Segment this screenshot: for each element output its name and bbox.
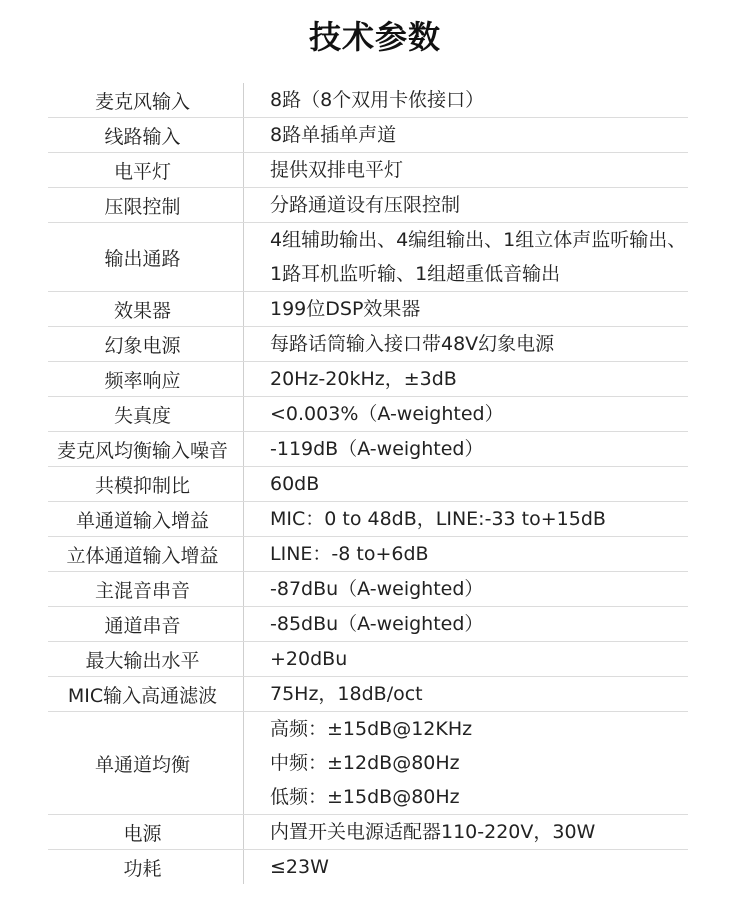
spec-values <box>244 850 688 884</box>
spec-label: 通道串音 <box>48 607 244 641</box>
spec-values <box>244 467 688 501</box>
spec-value: 内置开关电源适配器110-220V，30W <box>270 821 596 843</box>
spec-value: 20Hz-20kHz，±3dB <box>270 368 457 390</box>
spec-label: 主混音串音 <box>48 572 244 606</box>
spec-value: +20dBu <box>270 648 348 670</box>
spec-row <box>48 118 688 153</box>
spec-row <box>48 432 688 467</box>
spec-value: ≤23W <box>270 856 329 878</box>
spec-values <box>244 327 688 361</box>
spec-values <box>244 432 688 466</box>
spec-label: 电平灯 <box>48 153 244 187</box>
spec-value: 8路单插单声道 <box>270 124 397 146</box>
spec-values <box>244 642 688 676</box>
spec-values <box>244 677 688 711</box>
spec-label: 功耗 <box>48 850 244 884</box>
spec-values <box>244 572 688 606</box>
spec-value: 低频：±15dB@80Hz <box>270 786 460 808</box>
spec-row <box>48 677 688 712</box>
spec-value: 分路通道设有压限控制 <box>270 194 461 216</box>
spec-value: <0.003%（A-weighted） <box>270 403 504 425</box>
spec-label: 麦克风均衡输入噪音 <box>48 432 244 466</box>
spec-label: 输出通路 <box>48 223 244 291</box>
spec-value: 75Hz，18dB/oct <box>270 683 423 705</box>
spec-label: MIC输入高通滤波 <box>48 677 244 711</box>
spec-row <box>48 327 688 362</box>
spec-row <box>48 153 688 188</box>
spec-label: 电源 <box>48 815 244 849</box>
spec-label: 共模抑制比 <box>48 467 244 501</box>
spec-value: -119dB（A-weighted） <box>270 438 484 460</box>
spec-value: 每路话筒输入接口带48V幻象电源 <box>270 333 555 355</box>
spec-label: 立体通道输入增益 <box>48 537 244 571</box>
spec-row <box>48 362 688 397</box>
spec-values <box>244 153 688 187</box>
spec-value: 中频：±12dB@80Hz <box>270 752 460 774</box>
spec-label: 压限控制 <box>48 188 244 222</box>
spec-value: -87dBu（A-weighted） <box>270 578 484 600</box>
spec-row <box>48 572 688 607</box>
spec-row <box>48 537 688 572</box>
spec-row <box>48 642 688 677</box>
spec-row <box>48 502 688 537</box>
spec-row <box>48 607 688 642</box>
spec-value: 提供双排电平灯 <box>270 159 404 181</box>
spec-row <box>48 292 688 327</box>
spec-values <box>244 118 688 152</box>
spec-label: 效果器 <box>48 292 244 326</box>
spec-value: 1路耳机监听输、1组超重低音输出 <box>270 263 561 285</box>
spec-values <box>244 223 688 291</box>
spec-value: MIC：0 to 48dB，LINE:-33 to+15dB <box>270 508 606 530</box>
spec-label: 麦克风输入 <box>48 83 244 117</box>
spec-values <box>244 712 688 814</box>
spec-row <box>48 712 688 815</box>
spec-label: 频率响应 <box>48 362 244 396</box>
spec-values <box>244 83 688 117</box>
spec-row <box>48 83 688 118</box>
spec-row <box>48 188 688 223</box>
spec-values <box>244 815 688 849</box>
page-title: 技术参数 <box>308 18 441 56</box>
spec-values <box>244 188 688 222</box>
spec-values <box>244 362 688 396</box>
spec-value: 8路（8个双用卡侬接口） <box>270 89 485 111</box>
spec-values <box>244 397 688 431</box>
spec-label: 最大输出水平 <box>48 642 244 676</box>
spec-value: -85dBu（A-weighted） <box>270 613 484 635</box>
spec-values <box>244 537 688 571</box>
spec-values <box>244 607 688 641</box>
spec-label: 单通道均衡 <box>48 712 244 814</box>
spec-table <box>48 83 688 884</box>
spec-row <box>48 223 688 292</box>
spec-values <box>244 292 688 326</box>
spec-value: 60dB <box>270 473 320 495</box>
spec-label: 幻象电源 <box>48 327 244 361</box>
spec-label: 失真度 <box>48 397 244 431</box>
spec-row <box>48 850 688 884</box>
spec-row <box>48 815 688 850</box>
spec-row <box>48 397 688 432</box>
spec-value: LINE：-8 to+6dB <box>270 543 429 565</box>
spec-value: 199位DSP效果器 <box>270 298 421 320</box>
spec-label: 单通道输入增益 <box>48 502 244 536</box>
spec-row <box>48 467 688 502</box>
spec-values <box>244 502 688 536</box>
spec-value: 高频：±15dB@12KHz <box>270 718 473 740</box>
spec-label: 线路输入 <box>48 118 244 152</box>
spec-value: 4组辅助输出、4编组输出、1组立体声监听输出、 <box>270 229 687 251</box>
